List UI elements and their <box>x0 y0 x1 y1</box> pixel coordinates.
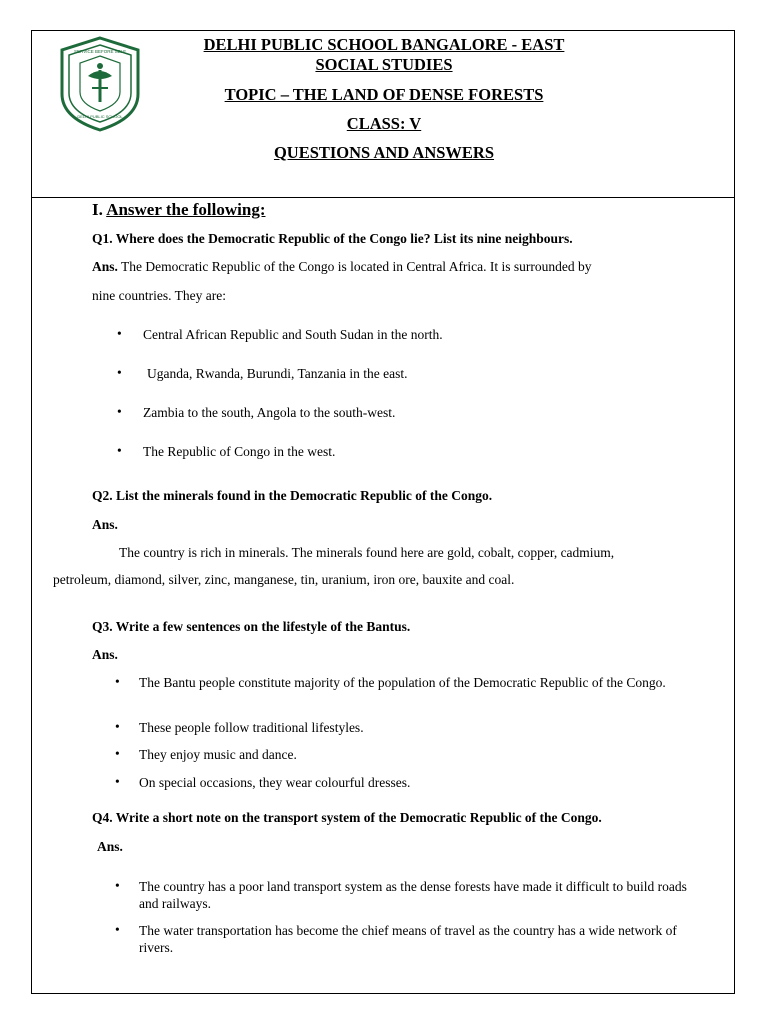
q4-bullet-text: The country has a poor land transport system as the dense forests have made it difficult to build roads and railways. <box>139 879 687 911</box>
q1-bullet-text: Central African Republic and South Sudan in the north. <box>143 327 443 342</box>
q2-ans-line1: The country is rich in minerals. The minerals found here are gold, cobalt, copper, cadmium, <box>119 545 615 560</box>
page-border <box>31 30 735 994</box>
q1-answer-line2: nine countries. They are: <box>92 288 226 303</box>
q1-bullet-text: Uganda, Rwanda, Burundi, Tanzania in the east. <box>147 366 408 381</box>
q3-question: Q3. Write a few sentences on the lifestyle of the Bantus. <box>92 619 411 634</box>
doc-type-title: QUESTIONS AND ANSWERS <box>273 143 495 162</box>
q2-ans-label: Ans. <box>92 517 118 532</box>
class-label: CLASS: V <box>346 114 422 133</box>
topic-title: TOPIC – THE LAND OF DENSE FORESTS <box>224 85 544 104</box>
section-title: Answer the following: <box>106 200 266 219</box>
q1-ans-text: The Democratic Republic of the Congo is located in Central Africa. It is surrounded by <box>121 259 592 274</box>
bullet-dot: • <box>117 404 122 419</box>
section-heading <box>92 200 265 220</box>
q4-ans-label: Ans. <box>97 839 123 854</box>
bullet-dot: • <box>117 365 122 380</box>
q1-bullet-text: The Republic of Congo in the west. <box>143 444 336 459</box>
q2-ans-line2: petroleum, diamond, silver, zinc, manganese, tin, uranium, iron ore, bauxite and coal. <box>53 572 515 587</box>
q2-question: Q2. List the minerals found in the Democratic Republic of the Congo. <box>92 488 493 503</box>
bullet-dot: • <box>117 443 122 458</box>
q3-bullet-text: They enjoy music and dance. <box>139 747 297 762</box>
q3-bullet-text: On special occasions, they wear colourful dresses. <box>139 775 411 790</box>
school-name: DELHI PUBLIC SCHOOL BANGALORE - EAST <box>203 35 565 54</box>
q1-question: Q1. Where does the Democratic Republic of the Congo lie? List its nine neighbours. <box>92 231 573 246</box>
q4-bullet-text: The water transportation has become the chief means of travel as the country has a wide network of rivers. <box>139 923 677 955</box>
q1-bullet-text: Zambia to the south, Angola to the south-west. <box>143 405 396 420</box>
bullet-dot: • <box>115 878 120 893</box>
subject-title: SOCIAL STUDIES <box>315 55 453 74</box>
q1-ans-label: Ans. <box>92 259 118 274</box>
q4-question: Q4. Write a short note on the transport system of the Democratic Republic of the Congo. <box>92 810 602 825</box>
q3-bullet-text: These people follow traditional lifestyles. <box>139 720 364 735</box>
svg-text:SERVICE BEFORE SELF: SERVICE BEFORE SELF <box>74 49 126 54</box>
bullet-dot: • <box>115 719 120 734</box>
header-divider <box>31 197 735 198</box>
bullet-dot: • <box>115 674 120 689</box>
section-number: I. <box>92 200 103 219</box>
bullet-dot: • <box>115 746 120 761</box>
q3-bullet-text: The Bantu people constitute majority of the population of the Democratic Republic of the Congo. <box>139 675 666 690</box>
bullet-dot: • <box>115 922 120 937</box>
q3-ans-label: Ans. <box>92 647 118 662</box>
svg-text:DELHI PUBLIC SCHOOL: DELHI PUBLIC SCHOOL <box>77 114 123 119</box>
bullet-dot: • <box>117 326 122 341</box>
q1-answer-line1 <box>92 259 592 275</box>
bullet-dot: • <box>115 774 120 789</box>
